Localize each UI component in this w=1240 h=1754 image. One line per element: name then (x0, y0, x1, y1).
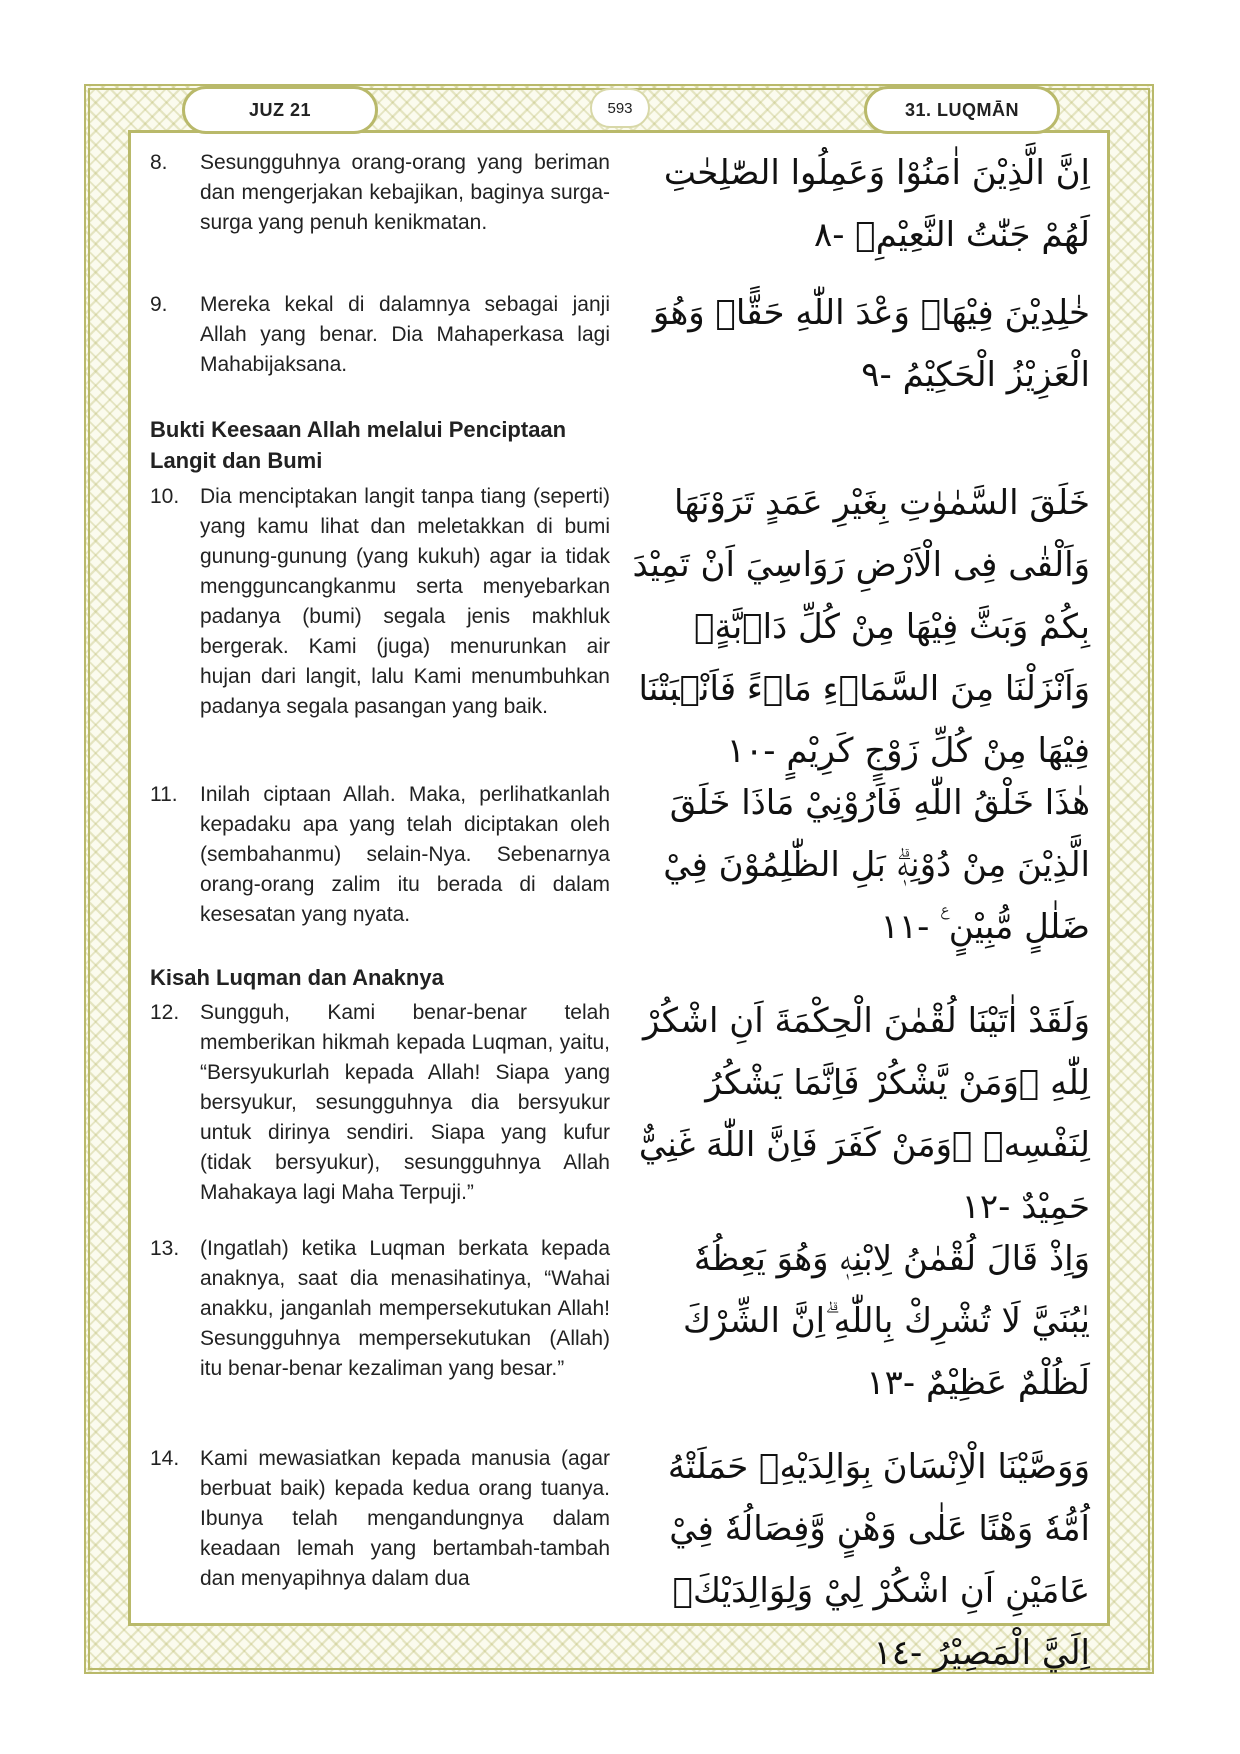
surah-label: 31. LUQMĀN (864, 86, 1060, 134)
verse-translation-12 (150, 998, 610, 1208)
juz-label: JUZ 21 (182, 86, 378, 134)
translation-text: (Ingatlah) ketika Luqman berkata kepada anaknya, saat dia menasihatinya, “Wahai anakku, janganlah mempersekutukan Allah! Sesungguhnya mempersekutukan (Allah) itu benar-benar kezaliman yang besar.” (200, 1237, 610, 1380)
arabic-verse-14: وَوَصَّيْنَا الْاِنْسَانَ بِوَالِدَيْهِۚ حَمَلَتْهُ اُمُّهٗ وَهْنًا عَلٰى وَهْنٍ وَّفِصَالُهٗ فِيْ عَامَيْنِ اَنِ اشْكُرْ لِيْ وَلِوَالِدَيْكَۗ اِلَيَّ الْمَصِيْرُ -١٤ (667, 1447, 1090, 1673)
verse-translation-13 (150, 1234, 610, 1384)
verse-number: 12. (150, 1001, 180, 1024)
verse-translation-10 (150, 482, 610, 722)
translation-text: Sungguh, Kami benar-benar telah memberikan hikmah kepada Luqman, yaitu, “Bersyukurlah kepada Allah! Siapa yang bersyukur, sesungguhnya dia bersyukur untuk dirinya sendiri. Siapa yang kufur (tidak bersyukur), sesungguhnya Allah Mahakaya lagi Maha Terpuji.” (200, 1001, 610, 1204)
verse-translation-14 (150, 1444, 610, 1594)
arabic-verse-12: وَلَقَدْ اٰتَيْنَا لُقْمٰنَ الْحِكْمَةَ اَنِ اشْكُرْ لِلّٰهِ ۗوَمَنْ يَّشْكُرْ فَاِنَّمَا يَشْكُرُ لِنَفْسِهٖ ۚوَمَنْ كَفَرَ فَاِنَّ اللّٰهَ غَنِيٌّ حَمِيْدٌ -١٢ (638, 1001, 1090, 1227)
verse-number: 9. (150, 293, 168, 316)
arabic-verse-9: خٰلِدِيْنَ فِيْهَاۗ وَعْدَ اللّٰهِ حَقًّاۗ وَهُوَ الْعَزِيْزُ الْحَكِيْمُ -٩ (652, 293, 1090, 395)
verse-number: 11. (150, 783, 178, 806)
verse-translation-9 (150, 290, 610, 380)
translation-text: Dia menciptakan langit tanpa tiang (seperti) yang kamu lihat dan meletakkan di bumi gunung-gunung (yang kukuh) agar ia tidak mengguncangkanmu serta menyebarkan padanya (bumi) segala jenis makhluk bergerak. Kami (juga) menurunkan air hujan dari langit, lalu Kami menumbuhkan padanya segala pasangan yang baik. (200, 485, 610, 718)
arabic-verse-8: اِنَّ الَّذِيْنَ اٰمَنُوْا وَعَمِلُوا الصّٰلِحٰتِ لَهُمْ جَنّٰتُ النَّعِيْمِۙ -٨ (663, 153, 1090, 255)
translation-text: Inilah ciptaan Allah. Maka, perlihatkanlah kepadaku apa yang telah diciptakan oleh (sembahanmu) selain-Nya. Sebenarnya orang-orang zalim itu berada di dalam kesesatan yang nyata. (200, 783, 610, 926)
arabic-verse-11: هٰذَا خَلْقُ اللّٰهِ فَاَرُوْنِيْ مَاذَا خَلَقَ الَّذِيْنَ مِنْ دُوْنِهٖۗ بَلِ الظّٰلِمُوْنَ فِيْ ضَلٰلٍ مُّبِيْنٍ ࣖ -١١ (663, 783, 1090, 947)
section-heading: Kisah Luqman dan Anaknya (150, 965, 444, 990)
arabic-verse-10: خَلَقَ السَّمٰوٰتِ بِغَيْرِ عَمَدٍ تَرَوْنَهَا وَاَلْقٰى فِى الْاَرْضِ رَوَاسِيَ اَنْ تَمِيْدَ بِكُمْ وَبَثَّ فِيْهَا مِنْ كُلِّ دَاۤبَّةٍۗ وَاَنْزَلْنَا مِنَ السَّمَاۤءِ مَاۤءً فَاَنْۢبَتْنَا فِيْهَا مِنْ كُلِّ زَوْجٍ كَرِيْمٍ -١٠ (632, 483, 1090, 771)
translation-text: Kami mewasiatkan kepada manusia (agar berbuat baik) kepada kedua orang tuanya. Ibunya telah mengandungnya dalam keadaan lemah yang bertambah-tambah dan menyapihnya dalam dua (200, 1447, 610, 1590)
section-heading: Bukti Keesaan Allah melalui Penciptaan Langit dan Bumi (150, 417, 567, 473)
verse-translation-11 (150, 780, 610, 930)
translation-text: Mereka kekal di dalamnya sebagai janji Allah yang benar. Dia Mahaperkasa lagi Mahabijaksana. (200, 293, 610, 376)
arabic-verse-13: وَاِذْ قَالَ لُقْمٰنُ لِابْنِهٖ وَهُوَ يَعِظُهٗ يٰبُنَيَّ لَا تُشْرِكْ بِاللّٰهِ ۗاِنَّ الشِّرْكَ لَظُلْمٌ عَظِيْمٌ -١٣ (682, 1239, 1090, 1403)
verse-number: 13. (150, 1237, 180, 1260)
verse-number: 8. (150, 151, 168, 174)
verse-number: 10. (150, 485, 180, 508)
translation-text: Sesungguhnya orang-orang yang beriman dan mengerjakan kebajikan, baginya surga-surga yang penuh kenikmatan. (200, 151, 610, 234)
verse-translation-8 (150, 148, 610, 238)
page-number: 593 (590, 88, 650, 128)
verse-number: 14. (150, 1447, 180, 1470)
